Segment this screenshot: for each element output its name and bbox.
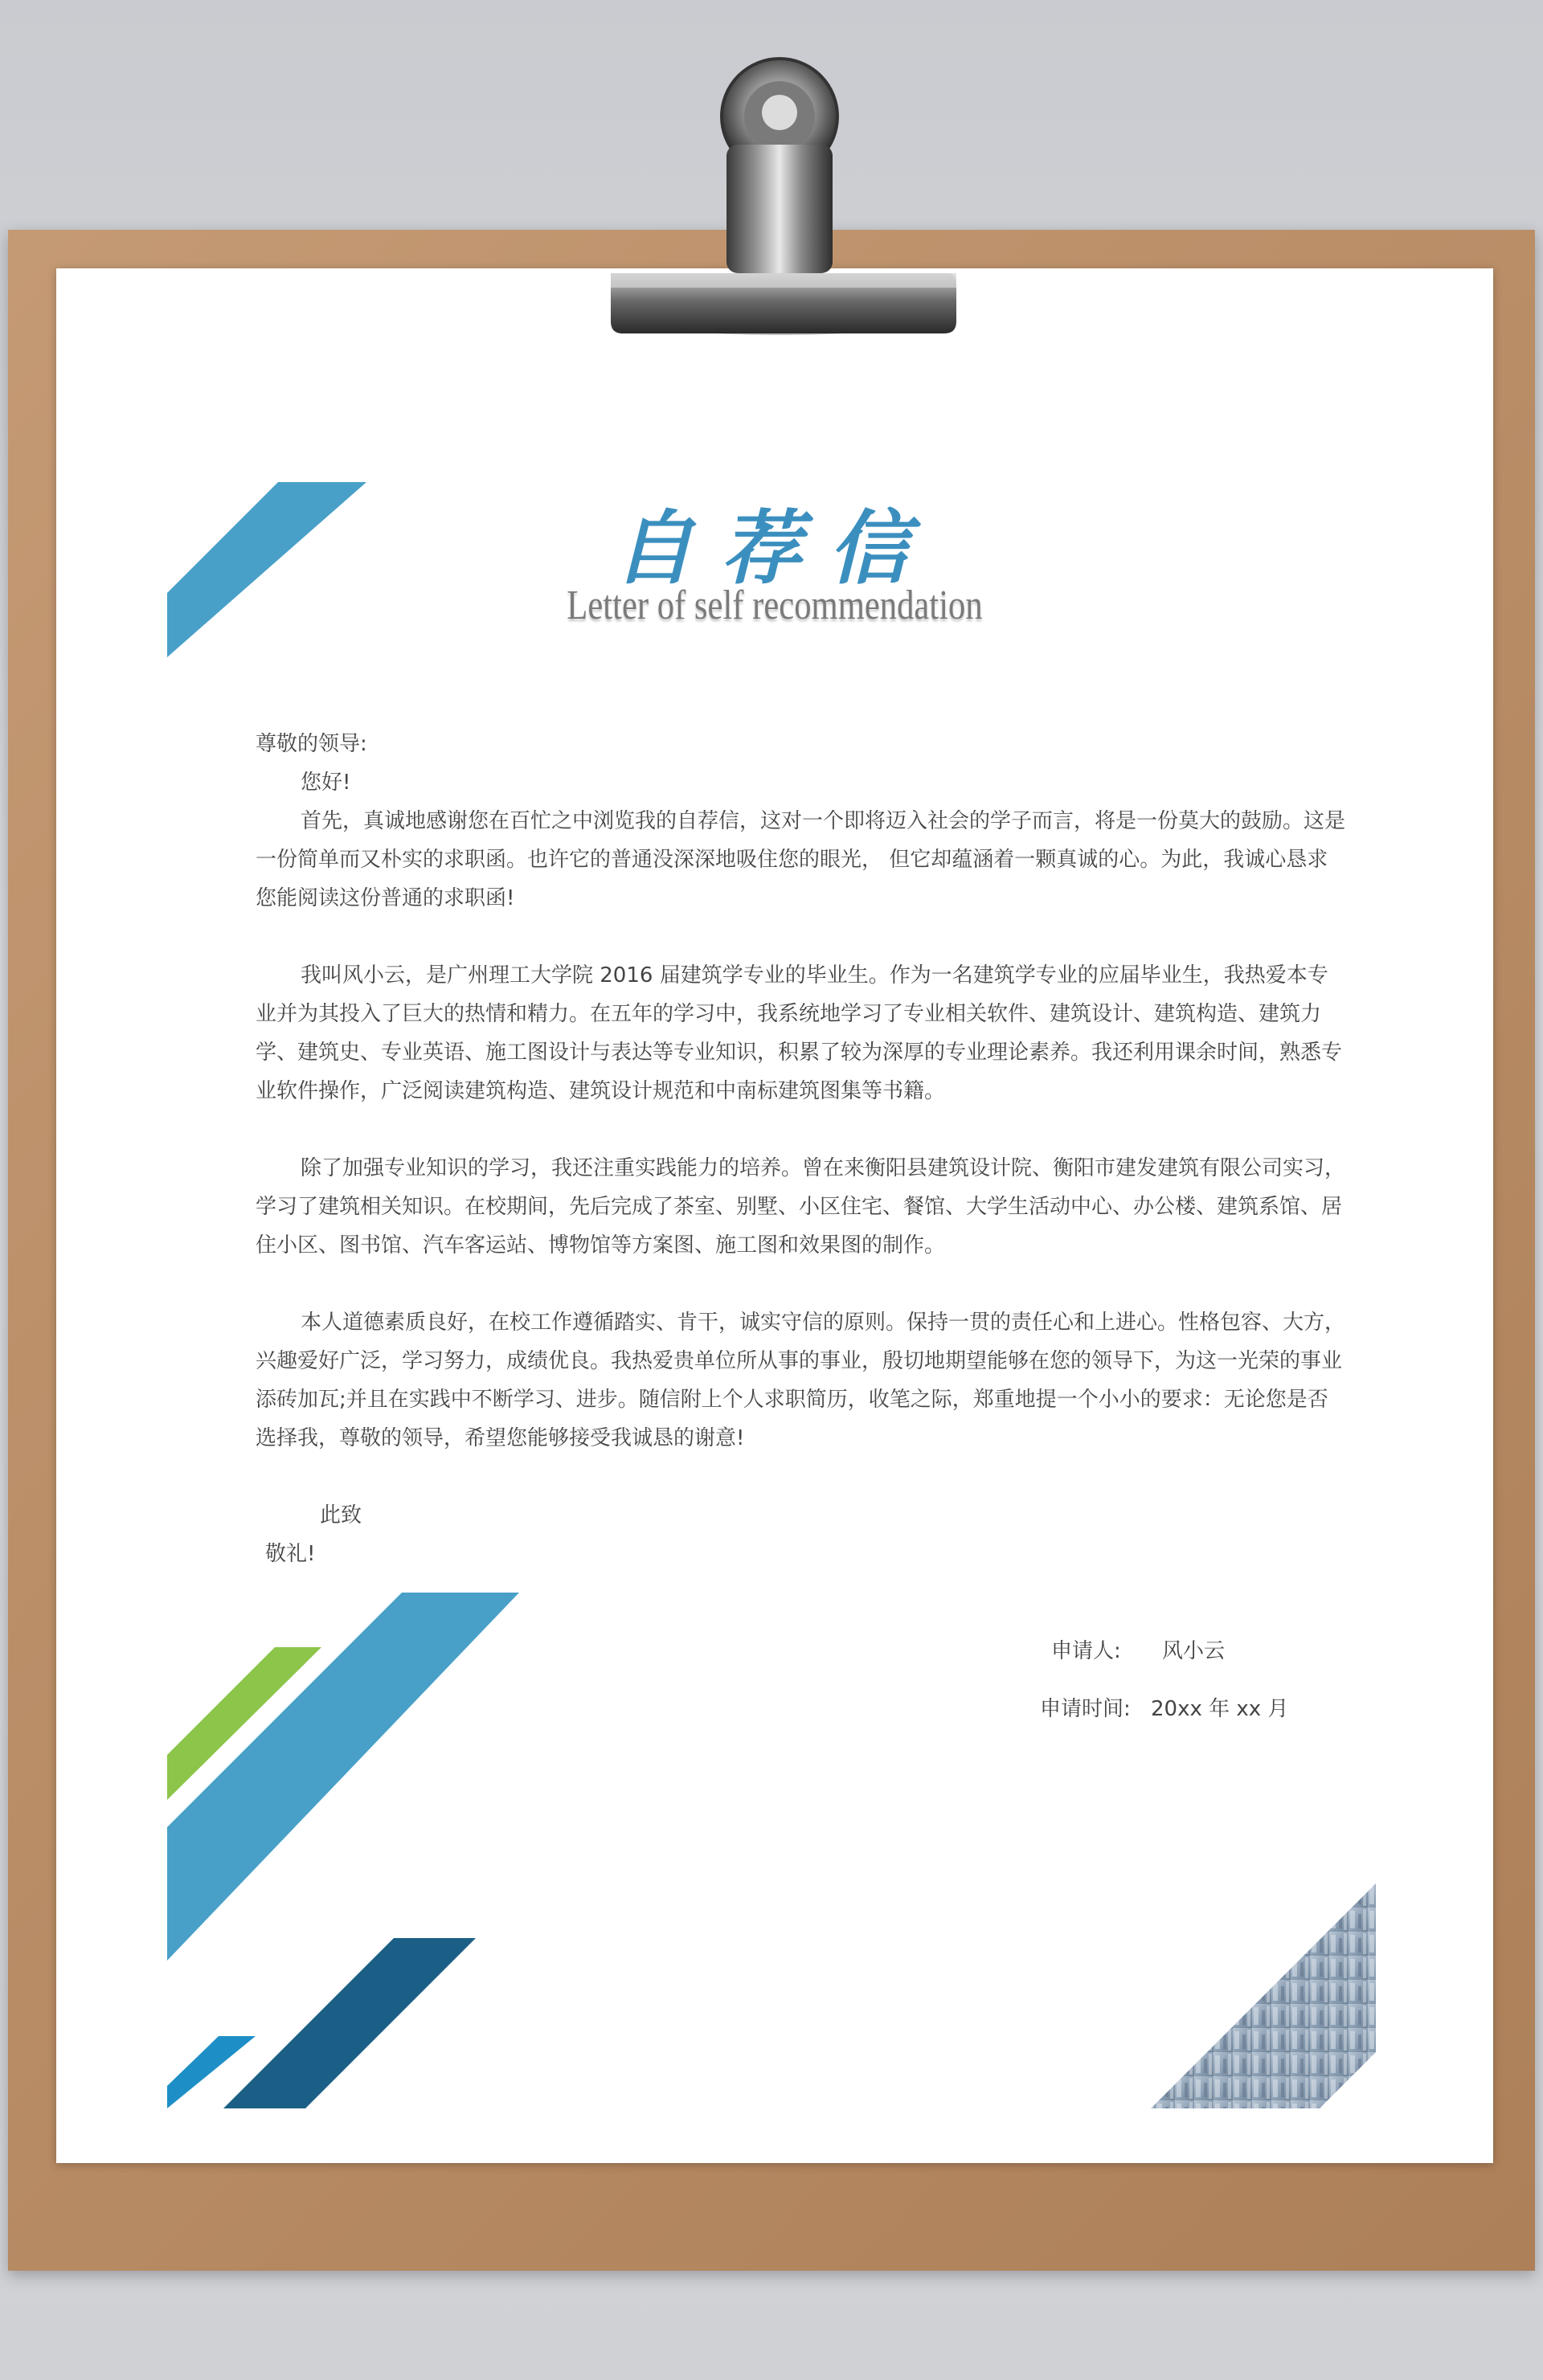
closing-salute: 敬礼! — [265, 1542, 316, 1566]
applicant-name: 风小云 — [1162, 1639, 1226, 1663]
page-title-chinese: 自荐信 — [613, 501, 936, 595]
paragraph-3: 除了加强专业知识的学习，我还注重实践能力的培养。曾在来衡阳县建筑设计院、衡阳市建发建筑有限公司实习，学习了建筑相关知识。在校期间，先后完成了茶室、别墅、小区住宅、餐馆、大学生活动中心、办公楼、建筑系馆、居住小区、图书馆、汽车客运站、博物馆等方案图、施工图和效果图的制作。 — [256, 1156, 1346, 1257]
page-title-english: Letter of self recommendation — [567, 583, 983, 628]
applicant-label: 申请人: — [1051, 1639, 1121, 1663]
binder-clip-icon — [563, 32, 964, 354]
date-value: 20xx 年 xx 月 — [1151, 1697, 1289, 1721]
paragraph-4: 本人道德素质良好，在校工作遵循踏实、肯干，诚实守信的原则。保持一贯的责任心和上进心。性格包容、大方，兴趣爱好广泛，学习努力，成绩优良。我热爱贵单位所从事的事业，殷切地期望能够在您的领导下，为这一光荣的事业添砖加瓦;并且在实践中不断学习、进步。随信附上个人求职简历，收笔之际，郑重地提一个小小的要求：无论您是否选择我，尊敬的领导，希望您能够接受我诚恳的谢意! — [256, 1311, 1346, 1450]
salutation: 尊敬的领导: — [256, 732, 367, 756]
date-label: 申请时间: — [1040, 1697, 1131, 1721]
paragraph-1: 首先，真诚地感谢您在百忙之中浏览我的自荐信，这对一个即将迈入社会的学子而言，将是一份莫大的鼓励。这是一份简单而又朴实的求职函。也许它的普通没深深地吸住您的眼光， 但它却蕴涵着一颗真诚的心。为此，我诚心恳求您能阅读这份普通的求职函! — [256, 809, 1346, 910]
greeting: 您好! — [301, 771, 351, 795]
bottom-right-city-stripe — [1151, 1883, 1376, 2108]
bottom-left-dark-blue-stripe — [223, 1938, 476, 2108]
letter-paper — [56, 268, 1493, 2163]
letter-body — [256, 725, 1349, 1573]
closing-regards: 此致 — [320, 1503, 362, 1527]
paragraph-2: 我叫风小云，是广州理工大学院 2016 届建筑学专业的毕业生。作为一名建筑学专业的应届毕业生，我热爱本专业并为其投入了巨大的热情和精力。在五年的学习中，我系统地学习了专业相关软件、建筑设计、建筑构造、建筑力学、建筑史、专业英语、施工图设计与表达等专业知识，积累了较为深厚的专业理论素养。我还利用课余时间，熟悉专业软件操作，广泛阅读建筑构造、建筑设计规范和中南标建筑图集等书籍。 — [256, 963, 1343, 1103]
bottom-left-light-blue-stripe — [167, 1593, 519, 1961]
